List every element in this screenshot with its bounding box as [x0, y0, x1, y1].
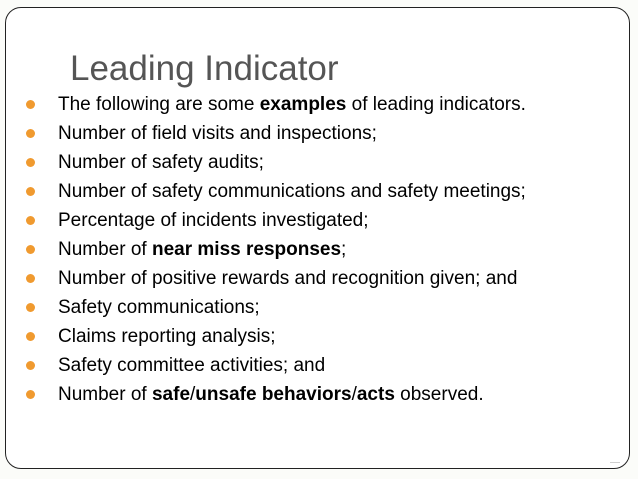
bullet-item — [26, 148, 526, 177]
bullet-text: of leading indicators. — [346, 94, 526, 115]
bullet-dot-icon — [26, 390, 35, 399]
bullet-item — [26, 235, 526, 264]
bullet-dot-icon — [26, 187, 35, 196]
bullet-item — [26, 351, 526, 380]
bullet-item — [26, 119, 526, 148]
bullet-item — [26, 293, 526, 322]
bullet-item — [26, 264, 526, 293]
bullet-dot-icon — [26, 274, 35, 283]
bullet-text-bold: unsafe behaviors — [195, 384, 352, 405]
bullet-text: Number of field visits and inspections; — [58, 123, 377, 144]
bullet-text: Number of — [58, 239, 152, 260]
bullet-text: The following are some — [58, 94, 260, 115]
bullet-text: Number of positive rewards and recognition given; and — [58, 268, 518, 289]
bullet-dot-icon — [26, 216, 35, 225]
bullet-text: Percentage of incidents investigated; — [58, 210, 369, 231]
bullet-dot-icon — [26, 100, 35, 109]
bullet-text: / — [190, 384, 196, 405]
bullet-text: Number of safety audits; — [58, 152, 264, 173]
bullet-dot-icon — [26, 361, 35, 370]
bullet-dot-icon — [26, 245, 35, 254]
bullet-dot-icon — [26, 303, 35, 312]
bullet-text: Safety communications; — [58, 297, 260, 318]
bullet-item — [26, 380, 526, 409]
bullet-item — [26, 322, 526, 351]
corner-mark — [610, 459, 620, 463]
bullet-text: / — [351, 384, 357, 405]
bullet-list — [26, 90, 526, 409]
bullet-text: Number of safety communications and safety meetings; — [58, 181, 526, 202]
bullet-item — [26, 177, 526, 206]
bullet-text-bold: safe — [151, 384, 191, 405]
bullet-item — [26, 90, 526, 119]
slide-title: Leading Indicator — [70, 49, 339, 88]
bullet-text: Safety committee activities; and — [58, 355, 326, 376]
bullet-item — [26, 206, 526, 235]
bullet-dot-icon — [26, 332, 35, 341]
bullet-text: ; — [341, 239, 347, 260]
bullet-text-bold: examples — [259, 94, 347, 115]
bullet-text-bold: near miss responses — [151, 239, 342, 260]
bullet-text: observed. — [394, 384, 484, 405]
bullet-dot-icon — [26, 129, 35, 138]
bullet-dot-icon — [26, 158, 35, 167]
bullet-text: Number of — [58, 384, 152, 405]
bullet-text: Claims reporting analysis; — [58, 326, 276, 347]
bullet-text-bold: acts — [356, 384, 395, 405]
